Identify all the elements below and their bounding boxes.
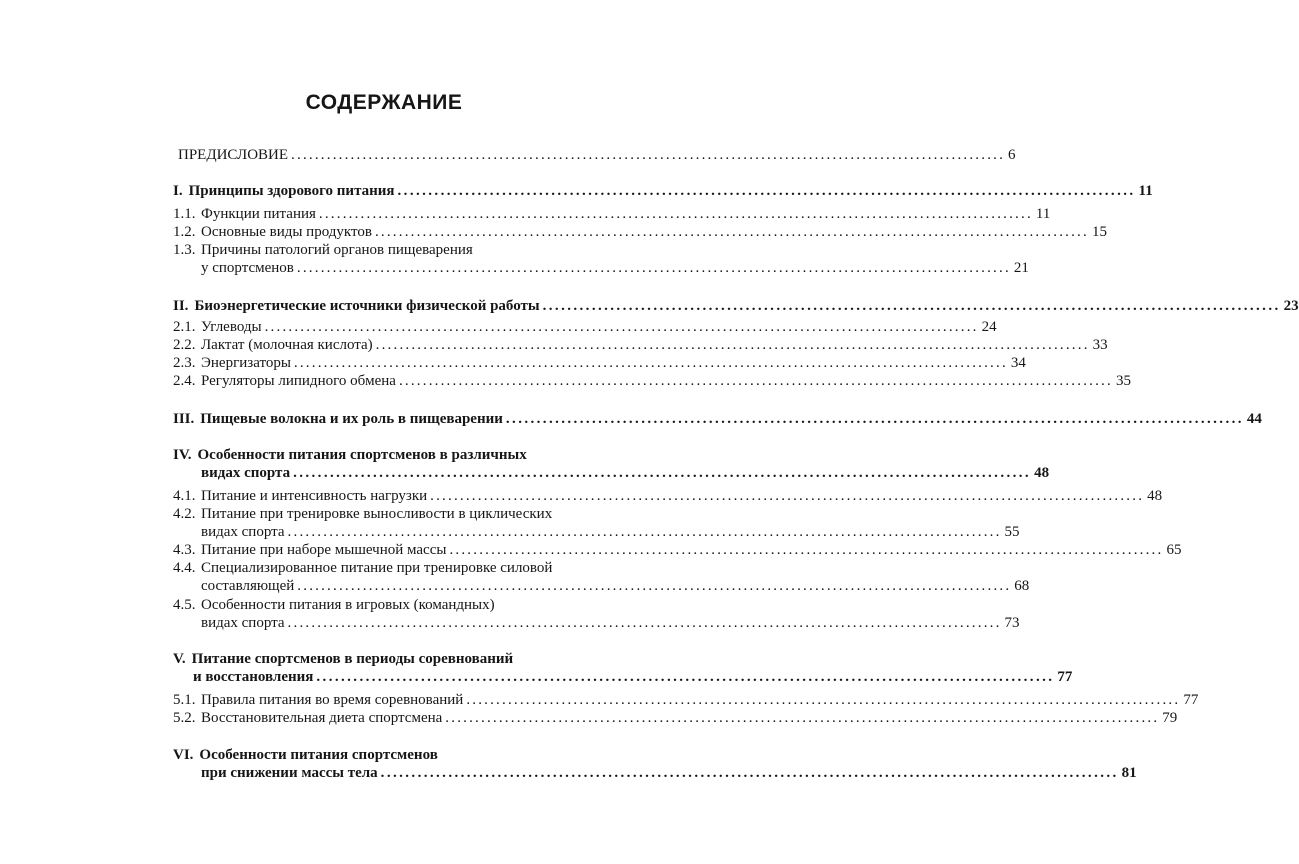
toc-page-number: 11 [1138,183,1153,199]
toc-entry-title: Питание спортсменов в периоды соревнований [191,651,514,667]
toc-section-4-3[interactable] [173,541,1182,559]
toc-page-number: 11 [1035,206,1051,222]
toc-page-number: 23 [1283,298,1299,314]
toc-page-number: 73 [1004,615,1020,631]
toc-page-number: 81 [1121,765,1137,781]
toc-section-5-1[interactable] [173,691,1199,709]
toc-entry-preface[interactable] [178,146,1016,164]
toc-section-number: 4.2. [173,506,196,522]
toc-chapter-3[interactable] [173,410,1262,428]
dot-leader: ........................................................................................................................ [287,615,1002,631]
toc-section-number: 5.2. [173,710,196,726]
toc-chapter-6-line1[interactable] [173,746,438,764]
toc-section-number: 4.3. [173,542,196,558]
toc-section-number: 2.1. [173,319,196,335]
dot-leader: ........................................................................................................................ [374,224,1089,240]
toc-section-number: 4.4. [173,560,196,576]
toc-section-number: 1.3. [173,242,196,258]
toc-chapter-5-line1[interactable] [173,650,513,668]
toc-section-1-3[interactable] [201,259,1029,277]
toc-entry-title-continued: видах спорта [201,465,291,481]
toc-entry-title: Основные виды продуктов [201,224,372,240]
toc-chapter-number: III. [173,411,195,427]
toc-entry-title: ПРЕДИСЛОВИЕ [178,147,289,163]
toc-entry-title: Питание при наборе мышечной массы [201,542,447,558]
dot-leader: ........................................................................................................................ [316,669,1055,685]
toc-section-1-1[interactable] [173,205,1051,223]
toc-section-number: 2.3. [173,355,196,371]
toc-section-4-2-line1[interactable] [173,505,552,523]
toc-entry-title: Специализированное питание при тренировке силовой [201,560,553,576]
toc-page-number: 77 [1183,692,1199,708]
toc-page-number: 34 [1010,355,1026,371]
toc-page-number: 65 [1166,542,1182,558]
toc-entry-title-continued: видах спорта [201,615,285,631]
dot-leader: ........................................................................................................................ [380,765,1119,781]
dot-leader: ........................................................................................................................ [297,578,1012,594]
toc-page-number: 79 [1162,710,1178,726]
toc-section-4-1[interactable] [173,487,1163,505]
toc-page-number: 77 [1057,669,1073,685]
toc-section-4-4[interactable] [201,577,1030,595]
toc-entry-title: Правила питания во время соревнований [201,692,464,708]
toc-section-number: 2.4. [173,373,196,389]
toc-chapter-1[interactable] [173,182,1153,200]
toc-section-1-3-line1[interactable] [173,241,473,259]
toc-chapter-2[interactable] [173,297,1299,315]
toc-entry-title: Принципы здорового питания [188,183,395,199]
toc-entry-title: Лактат (молочная кислота) [201,337,373,353]
toc-section-4-2[interactable] [201,523,1020,541]
dot-leader: ........................................................................................................................ [291,147,1006,163]
toc-entry-title: Особенности питания спортсменов в различных [197,447,527,463]
toc-page-number: 21 [1013,260,1029,276]
dot-leader: ........................................................................................................................ [542,298,1281,314]
toc-section-4-5-line1[interactable] [173,596,495,614]
toc-entry-title: Питание и интенсивность нагрузки [201,488,428,504]
dot-leader: ........................................................................................................................ [375,337,1090,353]
toc-entry-title-continued: при снижении массы тела [201,765,378,781]
toc-entry-title-continued: и восстановления [193,669,314,685]
dot-leader: ........................................................................................................................ [398,373,1113,389]
toc-entry-title: Причины патологий органов пищеварения [201,242,473,258]
toc-chapter-number: IV. [173,447,192,463]
toc-page-number: 6 [1008,147,1016,163]
dot-leader: ........................................................................................................................ [397,183,1136,199]
toc-chapter-6[interactable] [201,764,1137,782]
toc-entry-title: Биоэнергетические источники физической работы [194,298,540,314]
toc-chapter-number: II. [173,298,189,314]
toc-page-number: 35 [1115,373,1131,389]
toc-entry-title: Особенности питания спортсменов [199,747,438,763]
toc-page-number: 68 [1014,578,1030,594]
toc-entry-title: Питание при тренировке выносливости в циклических [201,506,553,522]
dot-leader: ........................................................................................................................ [264,319,979,335]
toc-section-number: 4.5. [173,597,196,613]
page-title: СОДЕРЖАНИЕ [305,91,463,114]
dot-leader: ........................................................................................................................ [445,710,1160,726]
toc-chapter-number: I. [173,183,183,199]
toc-section-number: 5.1. [173,692,196,708]
dot-leader: ........................................................................................................................ [293,465,1032,481]
toc-entry-title: Регуляторы липидного обмена [201,373,396,389]
toc-page-number: 24 [981,319,997,335]
toc-section-number: 1.2. [173,224,196,240]
toc-page-number: 55 [1004,524,1020,540]
toc-chapter-number: VI. [173,747,194,763]
toc-entry-title: Энергизаторы [201,355,291,371]
toc-entry-title: Функции питания [201,206,316,222]
toc-entry-title: Особенности питания в игровых (командных) [201,597,495,613]
toc-entry-title: Пищевые волокна и их роль в пищеварении [200,411,503,427]
toc-page-number: 15 [1091,224,1107,240]
toc-page-number: 48 [1034,465,1050,481]
toc-section-number: 4.1. [173,488,196,504]
toc-chapter-number: V. [173,651,186,667]
dot-leader: ........................................................................................................................ [318,206,1033,222]
dot-leader: ........................................................................................................................ [449,542,1164,558]
toc-chapter-5[interactable] [193,668,1073,686]
toc-page-number: 44 [1246,411,1262,427]
dot-leader: ........................................................................................................................ [466,692,1181,708]
toc-entry-title-continued: составляющей [201,578,295,594]
toc-section-2-2[interactable] [173,336,1108,354]
dot-leader: ........................................................................................................................ [430,488,1145,504]
toc-entry-title: Углеводы [201,319,262,335]
toc-entry-title-continued: у спортсменов [201,260,294,276]
dot-leader: ........................................................................................................................ [505,411,1244,427]
toc-section-number: 2.2. [173,337,196,353]
dot-leader: ........................................................................................................................ [293,355,1008,371]
toc-section-2-3[interactable] [173,354,1026,372]
toc-section-2-4[interactable] [173,372,1131,390]
toc-section-2-1[interactable] [173,318,997,336]
toc-section-4-4-line1[interactable] [173,559,552,577]
dot-leader: ........................................................................................................................ [287,524,1002,540]
toc-entry-title: Восстановительная диета спортсмена [201,710,443,726]
toc-section-5-2[interactable] [173,709,1178,727]
toc-section-4-5[interactable] [201,614,1020,632]
toc-section-number: 1.1. [173,206,196,222]
toc-section-1-2[interactable] [173,223,1107,241]
toc-page-number: 48 [1147,488,1163,504]
toc-chapter-4[interactable] [201,464,1050,482]
dot-leader: ........................................................................................................................ [296,260,1011,276]
toc-entry-title-continued: видах спорта [201,524,285,540]
toc-page-number: 33 [1092,337,1108,353]
toc-chapter-4-line1[interactable] [173,446,527,464]
